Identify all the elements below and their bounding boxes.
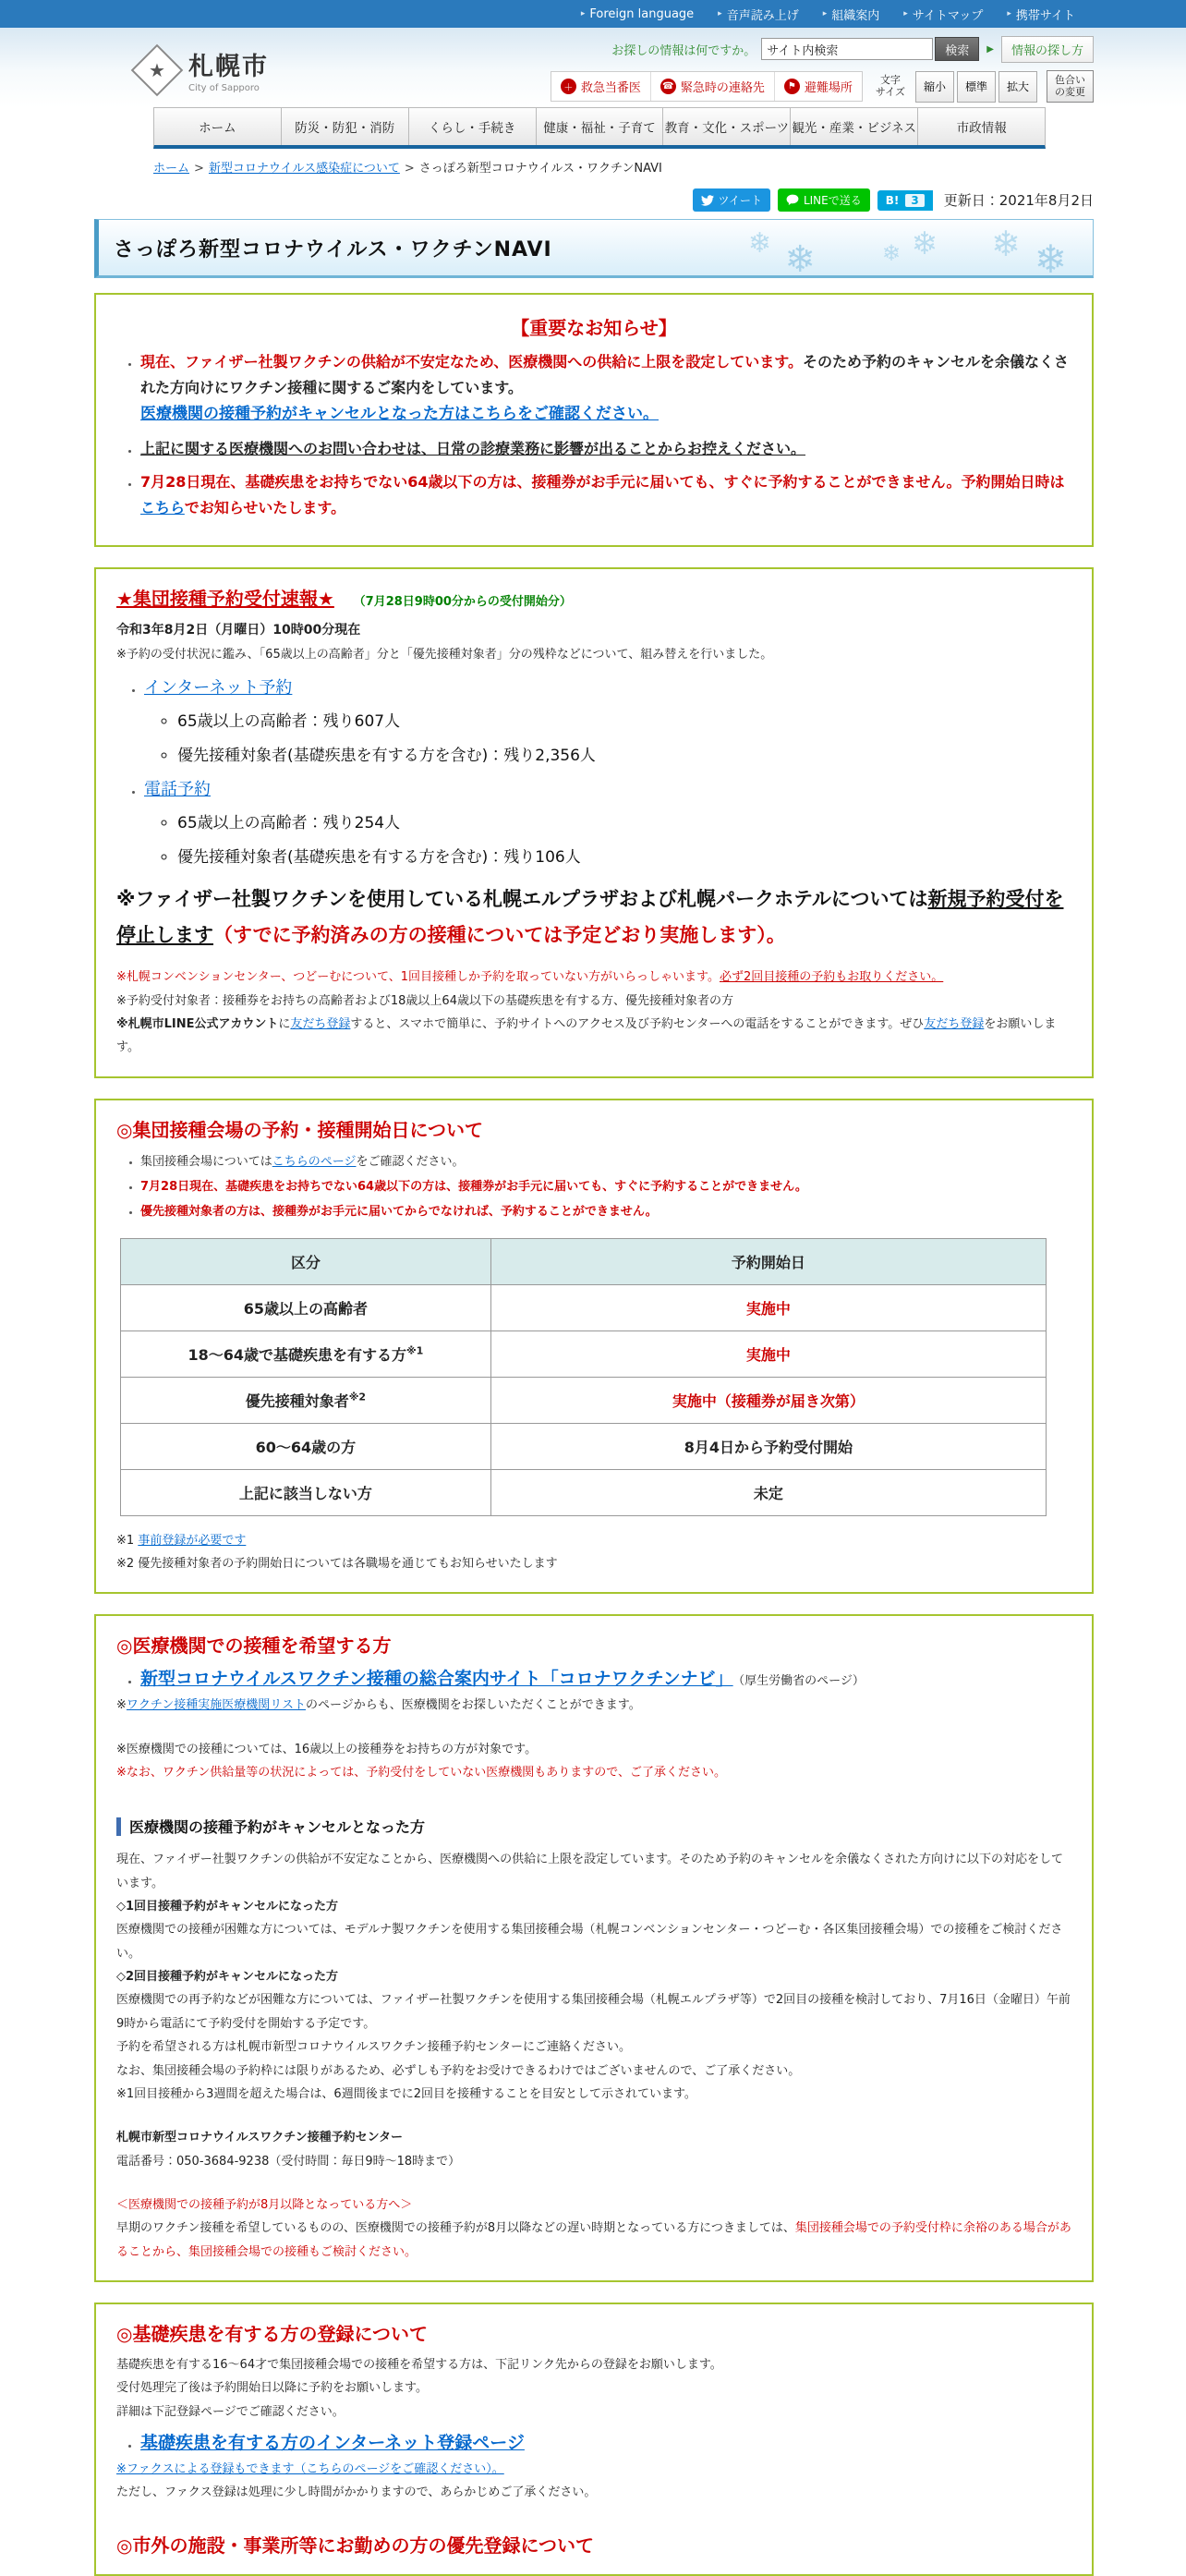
font-size-large-button[interactable]: 拡大 — [998, 71, 1037, 103]
report-title-note: （7月28日9時00分からの受付開始分） — [353, 594, 572, 609]
pfizer-suspension-notice: ※ファイザー社製ワクチンを使用している札幌エルプラザおよび札幌パークホテルについては新規予約受付を停止します（すでに予約済みの方の接種については予定どおり実施します）。 — [116, 887, 1064, 946]
age-16-note: ※医療機関での接種については、16歳以上の接種券をお持ちの方が対象です。 — [116, 1742, 538, 1756]
registration-p1: 基礎疾患を有する16～64才で集団接種会場での接種を希望する方は、下記リンク先からの登録をお願いします。 — [116, 2357, 722, 2372]
font-size-label: 文字 サイズ — [875, 74, 905, 98]
phone-reservation-item — [144, 776, 1071, 867]
table-row: 65歳以上の高齢者 実施中 — [121, 1284, 1047, 1331]
color-scheme-button[interactable]: 色合い の変更 — [1047, 70, 1094, 103]
important-item-2: • 上記に関する医療機関へのお問い合わせは、日常の診療業務に影響が出ることからお控えください。 — [140, 436, 1071, 462]
arrow-icon: ▸ — [1007, 9, 1011, 18]
line-account-note: ※札幌市LINE公式アカウントに友だち登録すると、スマホで簡単に、予約サイトへのアクセス及び予約センターへの電話をすることができます。ぜひ友だち登録をお願いします。 — [116, 1017, 1057, 1055]
breadcrumb: ホーム > 新型コロナウイルス感染症について > さっぽろ新型コロナウイルス・ワクチンNAVI — [153, 162, 662, 176]
cancelled-subsection-heading: 医療機関の接種予約がキャンセルとなった方 — [116, 1816, 1071, 1837]
emergency-doctor-button[interactable]: ＋ 救急当番医 — [551, 72, 651, 101]
line-share-button[interactable]: LINEで送る — [778, 188, 870, 212]
line-friend-register-link[interactable]: 友だち登録 — [924, 1017, 985, 1032]
schedule-bullet-1: • 集団接種会場についてはこちらのページをご確認ください。 — [140, 1149, 1071, 1174]
topbar-link-organization[interactable]: ▸ 組織案内 — [822, 8, 880, 23]
internet-remaining-elderly: ◦ 65歳以上の高齢者：残り607人 — [177, 708, 1071, 731]
font-size-small-button[interactable]: 縮小 — [915, 71, 954, 103]
emergency-button-group — [551, 71, 863, 102]
important-notice-box — [94, 293, 1094, 547]
nav-living[interactable]: くらし・手続き — [409, 108, 537, 145]
institution-list-link[interactable]: ワクチン接種実施医療機関リスト — [126, 1698, 306, 1713]
logo-subtitle: City of Sapporo — [188, 83, 260, 93]
breadcrumb-covid-link[interactable]: 新型コロナウイルス感染症について — [208, 162, 400, 176]
schedule-bullet-2: • 7月28日現在、基礎疾患をお持ちでない64歳以下の方は、接種券がお手元に届いても、すぐに予約することができません。 — [140, 1174, 1071, 1199]
search-button[interactable]: 検索 — [935, 37, 979, 61]
heading-accent-bar — [116, 1817, 121, 1836]
font-size-standard-button[interactable]: 標準 — [957, 71, 996, 103]
notification-here-link[interactable]: こちら — [140, 498, 185, 516]
table-row: 60～64歳の方 8月4日から予約受付開始 — [121, 1423, 1047, 1469]
reservation-target-note: ※予約受付対象者：接種券をお持ちの高齢者および18歳以上64歳以下の基礎疾患を有する方、優先接種対象者の方 — [116, 993, 733, 1008]
internet-registration-link[interactable]: 基礎疾患を有する方のインターネット登録ページ — [140, 2432, 525, 2453]
internet-registration-item — [140, 2429, 1071, 2454]
table-header-row — [121, 1238, 1047, 1284]
fax-processing-note: ただし、ファクス登録は処理に少し時間がかかりますので、あらかじめご了承ください。 — [116, 2485, 597, 2500]
important-item-1: • 現在、ファイザー社製ワクチンの供給が不安定なため、医療機関への供給に上限を設定しています。そのため予約のキャンセルを余儀なくされた方向けにワクチン接種に関するご案内をしています。 医療機関の接種予約がキャンセルとなった方はこちらをご確認ください。 — [140, 349, 1071, 429]
important-item-3: • 7月28日現在、基礎疾患をお持ちでない64歳以下の方は、接種券がお手元に届いても、すぐに予約することができません。予約開始日時はこちらでお知らせいたします。 — [140, 469, 1071, 521]
hatena-bookmark-button[interactable] — [877, 190, 933, 211]
phone-remaining-priority: ◦ 優先接種対象者(基礎疾患を有する方を含む)：残り106人 — [177, 844, 1071, 867]
internet-remaining-priority: ◦ 優先接種対象者(基礎疾患を有する方を含む)：残り2,356人 — [177, 742, 1071, 765]
logo-title: 札幌市 — [188, 53, 269, 81]
nav-health-welfare[interactable]: 健康・福祉・子育て — [537, 108, 664, 145]
arrow-icon: ▸ — [822, 9, 828, 18]
schedule-box — [94, 1099, 1094, 1595]
august-later-heading: ＜医療機関での接種予約が8月以降となっている方へ＞ — [116, 2197, 413, 2212]
site-logo[interactable] — [139, 46, 269, 93]
snowflake-icon: ❄ — [991, 224, 1021, 264]
reservation-schedule-table — [120, 1238, 1047, 1516]
reservation-center-phone: 電話番号：050-3684-9238（受付時間：毎日9時～18時まで） — [116, 2154, 461, 2169]
search-question-label: お探しの情報は何ですか。 — [611, 43, 756, 58]
snowflake-icon: ❄ — [784, 238, 816, 281]
table-note-1: ※1 事前登録が必要です — [116, 1533, 247, 1548]
report-datetime: 令和3年8月2日（月曜日）10時00分現在 — [116, 622, 361, 638]
evacuation-site-button[interactable]: ⚑ 避難場所 — [775, 72, 862, 101]
registration-p2: 受付処理完了後は予約開始日以降に予約をお願いします。 — [116, 2381, 428, 2396]
emergency-contact-button[interactable]: ☎ 緊急時の連絡先 — [651, 72, 775, 101]
col-start-date: 予約開始日 — [490, 1238, 1046, 1284]
first-dose-cancel-body: 医療機関での接種が困難な方については、モデルナ製ワクチンを使用する集団接種会場（札幌コンベンションセンター・つどーむ・各区集団接種会場）での接種をご検討ください。 — [116, 1923, 1063, 1961]
how-to-find-info-button[interactable]: 情報の探し方 — [1001, 36, 1094, 63]
snowflake-icon: ❄ — [911, 225, 938, 262]
out-of-city-priority-title: ◎市外の施設・事業所等にお勤めの方の優先登録について — [116, 2533, 595, 2557]
vaccine-navi-item — [140, 1665, 1071, 1690]
second-dose-cancel-body-2: 予約を希望される方は札幌市新型コロナウイルスワクチン接種予約センターにご連絡ください。 — [116, 2040, 632, 2055]
pre-registration-link[interactable]: 事前登録が必要です — [138, 1533, 247, 1548]
arrow-icon: ▸ — [580, 9, 586, 18]
medical-box — [94, 1614, 1094, 2282]
global-nav — [153, 107, 1046, 149]
main-content — [94, 188, 1094, 2576]
snowflake-icon: ❄ — [1034, 237, 1067, 282]
nav-tourism-business[interactable]: 観光・産業・ビジネス — [791, 108, 918, 145]
line-friend-register-link[interactable]: 友だち登録 — [290, 1017, 351, 1032]
phone-remaining-elderly: ◦ 65歳以上の高齢者：残り254人 — [177, 809, 1071, 832]
cancelled-reservation-link[interactable]: 医療機関の接種予約がキャンセルとなった方はこちらをご確認ください。 — [140, 405, 659, 423]
phone-reservation-link[interactable]: 電話予約 — [144, 779, 211, 799]
fax-registration-note — [116, 2458, 1071, 2481]
nav-home[interactable]: ホーム — [154, 108, 282, 145]
second-dose-interval-note: ※1回目接種から3週間を超えた場合は、6週間後までに2回目を接種することを目安として示されています。 — [116, 2086, 696, 2101]
breadcrumb-current: さっぽろ新型コロナウイルス・ワクチンNAVI — [418, 162, 662, 176]
flag-icon: ⚑ — [784, 79, 800, 94]
hatena-b-icon: B! — [885, 193, 900, 207]
schedule-bullet-3: • 優先接種対象者の方は、接種券がお手元に届いてからでなければ、予約することができません。 — [140, 1199, 1071, 1224]
share-row — [94, 188, 1094, 212]
snowflake-icon: ❄ — [881, 240, 901, 266]
nav-education-culture[interactable]: 教育・文化・スポーツ — [663, 108, 791, 145]
arrow-icon: ▸ — [718, 9, 722, 18]
report-title: ★集団接種予約受付速報★ — [116, 587, 334, 610]
twitter-bird-icon — [701, 195, 714, 206]
convention-center-note: ※札幌コンベンションセンター、つどーむについて、1回目接種しか予約を取っていない方がいらっしゃいます。必ず2回目接種の予約もお取りください。 — [116, 970, 944, 985]
mhlw-page-note: （厚生労働省のページ） — [738, 1674, 865, 1689]
tweet-button[interactable]: ツイート — [693, 188, 770, 212]
updated-date: 更新日：2021年8月2日 — [943, 192, 1094, 209]
schedule-title: ◎集団接種会場の予約・接種開始日について — [116, 1118, 484, 1141]
internet-reservation-item — [144, 674, 1071, 765]
first-dose-cancel-heading: ◇1回目接種予約がキャンセルになった方 — [116, 1900, 339, 1914]
medical-title: ◎医療機関での接種を希望する方 — [116, 1634, 392, 1658]
line-speech-bubble-icon — [786, 194, 799, 206]
report-note: ※予約の受付状況に鑑み、「65歳以上の高齢者」分と「優先接種対象者」分の残枠などについて、組み替えを行いました。 — [116, 647, 773, 662]
topbar-link-sitemap[interactable]: ▸ サイトマップ — [903, 8, 984, 23]
topbar — [0, 0, 1186, 28]
table-note-2: ※2 優先接種対象者の予約開始日については各職場を通じてもお知らせいたします — [116, 1557, 558, 1572]
registration-box — [94, 2303, 1094, 2576]
topbar-link-foreign-language[interactable]: ▸ Foreign language — [580, 6, 695, 21]
search-input[interactable] — [761, 38, 933, 60]
table-row: 優先接種対象者$^{※2}$ 実施中（接種券が届き次第） — [121, 1377, 1047, 1423]
page-title-banner — [94, 219, 1094, 282]
table-row: 18～64歳で基礎疾患を有する方$^{※1}$ 実施中 — [121, 1331, 1047, 1377]
nav-disaster[interactable]: 防災・防犯・消防 — [282, 108, 409, 145]
internet-reservation-link[interactable]: インターネット予約 — [144, 677, 293, 698]
arrow-icon: ▸ — [903, 9, 908, 18]
report-title-row — [116, 584, 1071, 611]
sapporo-emblem-icon: ★ — [131, 43, 184, 96]
hatena-count-badge: 3 — [905, 194, 924, 207]
registration-p3: 詳細は下記登録ページでご確認ください。 — [116, 2404, 345, 2419]
second-dose-cancel-body-3: なお、集団接種会場の予約枠には限りがあるため、必ずしも予約をお受けできるわけではございませんので、ご了承ください。 — [116, 2063, 801, 2078]
table-row: 上記に該当しない方 未定 — [121, 1469, 1047, 1515]
registration-title: ◎基礎疾患を有する方の登録について — [116, 2322, 429, 2345]
corona-vaccine-navi-link[interactable]: 新型コロナウイルスワクチン接種の総合案内サイト「コロナワクチンナビ」 — [140, 1669, 733, 1690]
site-header — [0, 28, 1186, 107]
second-dose-cancel-body-1: 医療機関での再予約などが困難な方については、ファイザー社製ワクチンを使用する集団接種会場（札幌エルプラザ等）で2回目の接種を検討しており、7月16日（金曜日）午前9時から電話にて予約受付を開始する予定です。 — [116, 1993, 1071, 2031]
page-title: さっぽろ新型コロナウイルス・ワクチンNAVI — [114, 237, 552, 261]
second-dose-cancel-heading: ◇2回目接種予約がキャンセルになった方 — [116, 1970, 339, 1985]
venue-page-link[interactable]: こちらのページ — [272, 1154, 357, 1169]
nav-city-info[interactable]: 市政情報 — [956, 121, 1007, 136]
reservation-center-name: 札幌市新型コロナウイルスワクチン接種予約センター — [116, 2131, 404, 2145]
cancel-intro: 現在、ファイザー社製ワクチンの供給が不安定なことから、医療機関への供給に上限を設定しています。そのため予約のキャンセルを余儀なくされた方向けに以下の対応をしています。 — [116, 1853, 1064, 1890]
important-notice-title: 【重要なお知らせ】 — [511, 317, 677, 339]
topbar-link-text-to-speech[interactable]: ▸ 音声読み上げ — [718, 8, 799, 23]
august-later-body: 早期のワクチン接種を希望しているものの、医療機関での接種予約が8月以降などの遅い時期となっている方につきましては、集団接種会場での予約受付枠に余裕のある場合があることから、集団接種会場での接種もご検討ください。 — [116, 2221, 1071, 2259]
arrow-icon: ▶ — [986, 43, 994, 55]
col-category: 区分 — [121, 1238, 491, 1284]
fax-registration-link[interactable]: ※ファクスによる登録もできます（こちらのページをご確認ください）。 — [116, 2461, 504, 2476]
medical-cross-icon: ＋ — [561, 79, 576, 94]
institution-list-note: ※ワクチン接種実施医療機関リストのページからも、医療機関をお探しいただくことができます。 — [116, 1698, 641, 1713]
breadcrumb-home-link[interactable]: ホーム — [153, 162, 190, 176]
supply-note: ※なお、ワクチン供給量等の状況によっては、予約受付をしていない医療機関もありますので、ご了承ください。 — [116, 1766, 726, 1780]
topbar-link-mobile-site[interactable]: ▸ 携帯サイト — [1007, 8, 1075, 23]
phone-icon: ☎ — [660, 79, 676, 94]
snowflake-icon: ❄ — [747, 227, 771, 260]
reservation-report-box — [94, 567, 1094, 1078]
